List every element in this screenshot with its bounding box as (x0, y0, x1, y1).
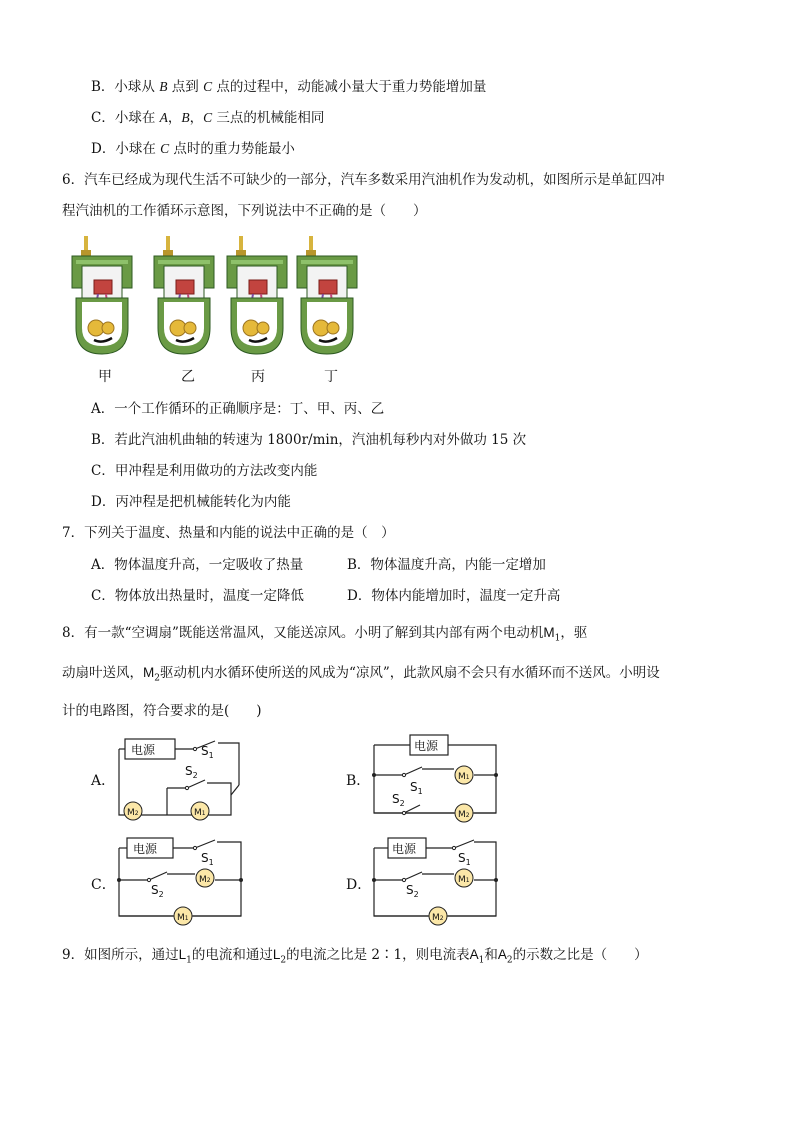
engine-stroke-diagrams (70, 236, 370, 366)
q8-stem-line1: 8．有一款“空调扇”既能送常温风，又能送凉风。小明了解到其内部有两个电动机$M_1$，驱 (62, 625, 588, 644)
q8-label-d: D． (346, 877, 372, 893)
s1-label: $S_1$ (458, 851, 471, 867)
q6-option-d: D．丙冲程是把机械能转化为内能 (91, 494, 291, 510)
q6-stem-line2: 程汽油机的工作循环示意图，下列说法中不正确的是（ ） (62, 203, 427, 219)
power-label: 电源 (392, 842, 417, 856)
engine-label-jia: 甲 (98, 369, 112, 385)
s2-label: $S_2$ (406, 883, 419, 899)
q8-label-c: C． (91, 877, 116, 893)
q8-label-a: A． (91, 773, 116, 789)
q6-option-a: A．一个工作循环的正确顺序是：丁、甲、丙、乙 (91, 401, 385, 417)
q7-option-c: C．物体放出热量时，温度一定降低 (91, 588, 304, 604)
q8-stem-line2: 动扇叶送风，$M_2$驱动机内水循环使所送的风成为“凉风”，此款风扇不会只有水循环而不送风。小明设 (62, 665, 660, 684)
engine-label-bing: 丙 (251, 369, 265, 385)
power-label: 电源 (414, 739, 439, 753)
s1-label: $S_1$ (201, 744, 214, 760)
m1-label: M1 (194, 808, 206, 818)
power-label: 电源 (133, 842, 158, 856)
q5-option-d: D．小球在 C 点时的重力势能最小 (91, 141, 295, 157)
circuit-a (115, 733, 255, 823)
m2-label: M2 (199, 875, 211, 885)
q5-option-c: C．小球在 A，B，C 三点的机械能相同 (91, 110, 325, 126)
circuit-b (370, 733, 510, 823)
m1-label: M1 (458, 875, 470, 885)
q8-stem-line3: 计的电路图，符合要求的是( ) (62, 703, 262, 719)
engine-label-yi: 乙 (181, 369, 195, 385)
m2-label: M2 (458, 810, 470, 820)
q7-option-b: B．物体温度升高，内能一定增加 (347, 557, 546, 573)
q8-label-b: B． (346, 773, 371, 789)
q5-option-b: B．小球从 B 点到 C 点的过程中，动能减小量大于重力势能增加量 (91, 79, 487, 95)
m1-label: M1 (458, 772, 470, 782)
q7-option-a: A．物体温度升高，一定吸收了热量 (91, 557, 304, 573)
power-label: 电源 (131, 743, 156, 757)
circuit-d (370, 836, 510, 926)
q7-option-d: D．物体内能增加时，温度一定升高 (347, 588, 561, 604)
q6-option-c: C．甲冲程是利用做功的方法改变内能 (91, 463, 318, 479)
m2-label: M2 (127, 808, 139, 818)
circuit-c (115, 836, 255, 926)
engine-label-ding: 丁 (324, 369, 338, 385)
q6-stem-line1: 6．汽车已经成为现代生活不可缺少的一部分，汽车多数采用汽油机作为发动机，如图所示是单缸四冲 (62, 172, 665, 188)
q9-stem: 9．如图所示，通过$L_1$的电流和通过$L_2$的电流之比是 2∶1，则电流表$A_1$和$A_2$的示数之比是（ ） (62, 947, 648, 966)
s1-label: $S_1$ (410, 780, 423, 796)
m2-label: M2 (432, 913, 444, 923)
q6-option-b: B．若此汽油机曲轴的转速为 1800r/min，汽油机每秒内对外做功 15 次 (91, 432, 527, 448)
s2-label: $S_2$ (392, 792, 405, 808)
s2-label: $S_2$ (185, 764, 198, 780)
s2-label: $S_2$ (151, 883, 164, 899)
m1-label: M1 (177, 913, 189, 923)
q7-stem: 7．下列关于温度、热量和内能的说法中正确的是（ ） (62, 525, 395, 541)
s1-label: $S_1$ (201, 851, 214, 867)
